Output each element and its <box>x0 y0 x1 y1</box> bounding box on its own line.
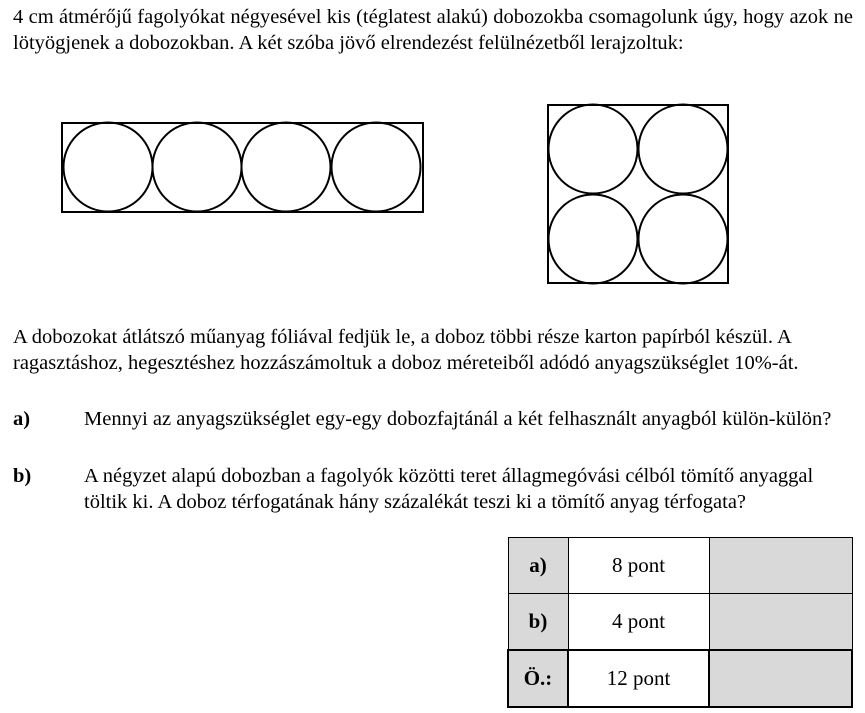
ball-circle <box>549 195 638 284</box>
ball-circle <box>332 123 421 212</box>
question-text: Mennyi az anyagszükséglet egy-egy dobozfajtánál a két felhasznált anyagból külön-külön? <box>84 408 832 430</box>
intro-paragraph: 4 cm átmérőjű fagolyókat négyesével kis (téglatest alakú) dobozokba csomagolunk úgy, hogy azok ne lötyögjenek a dobozokban. A két szóba jövő elrendezést felülnézetből lerajzoltuk: <box>13 6 853 54</box>
score-points: 4 pont <box>568 594 709 651</box>
score-points: 8 pont <box>568 538 709 594</box>
ball-circle <box>64 123 153 212</box>
ball-circle <box>549 105 638 194</box>
score-row <box>508 594 852 651</box>
question-label: a) <box>13 408 31 430</box>
score-earned-field[interactable] <box>709 650 852 707</box>
score-row <box>508 538 852 594</box>
description-paragraph: A dobozokat átlátszó műanyag fóliával fedjük le, a doboz többi része karton papírból készül. A ragasztáshoz, hegesztéshez hozzászámoltuk a doboz méreteiből adódó anyagszükséglet 10%-át. <box>13 326 799 374</box>
score-table <box>507 537 853 708</box>
score-earned-field[interactable] <box>709 594 852 651</box>
ball-circle <box>242 123 331 212</box>
score-earned-field[interactable] <box>709 538 852 594</box>
ball-circle <box>153 123 242 212</box>
square-box-outline <box>548 105 728 283</box>
rectangular-box-figure <box>62 123 423 213</box>
question-label: b) <box>13 465 32 487</box>
square-box-figure <box>548 105 728 284</box>
question-text: A négyzet alapú dobozban a fagolyók közötti teret állagmegóvási célból tömítő anyaggal töltik ki. A doboz térfogatának hány százalékát teszi ki a tömítő anyag térfogata? <box>84 465 814 513</box>
score-label: a) <box>508 538 568 594</box>
ball-circle <box>639 195 728 284</box>
score-points: 12 pont <box>568 650 709 707</box>
ball-circle <box>639 105 728 194</box>
score-label: b) <box>508 594 568 651</box>
score-total-row <box>508 650 852 707</box>
score-label: Ö.: <box>508 650 568 707</box>
